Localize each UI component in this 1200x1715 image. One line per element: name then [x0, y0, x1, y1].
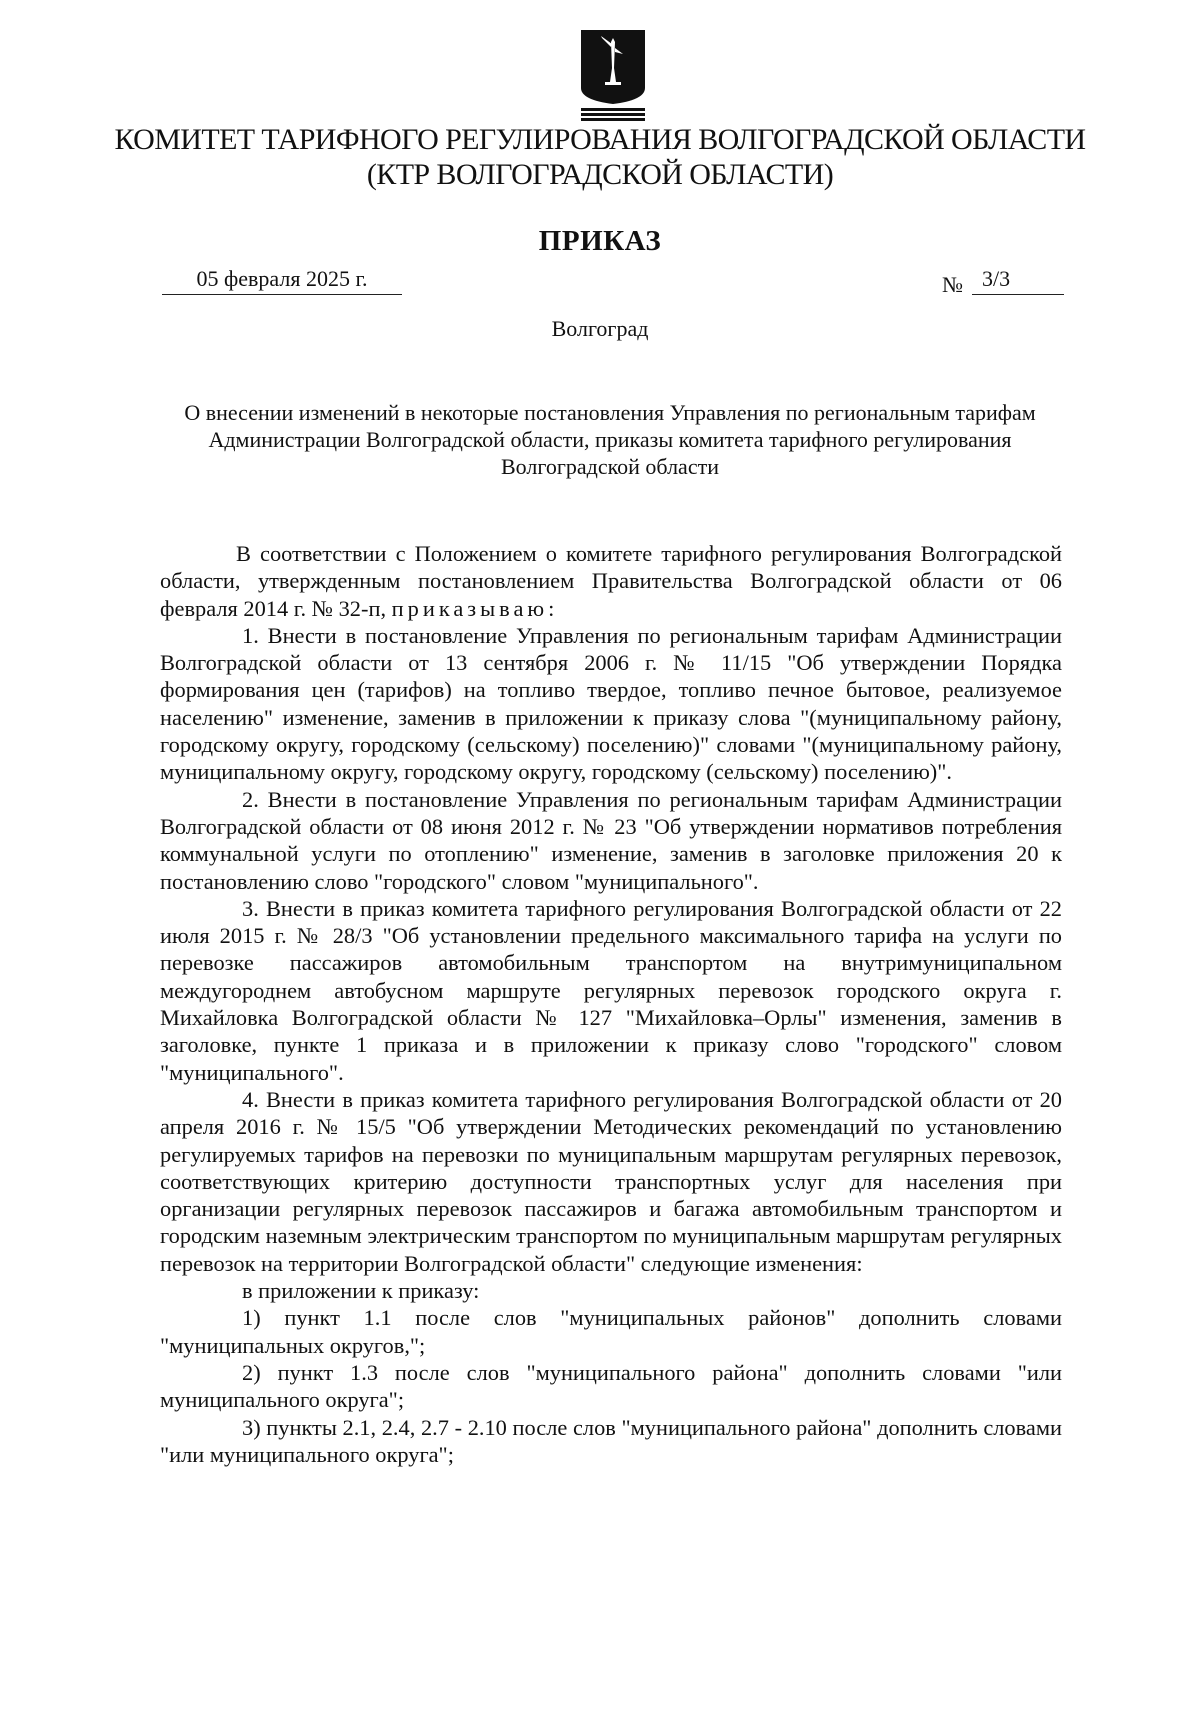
order-number: 3/3 — [972, 266, 1064, 295]
order-number-sign: № — [942, 272, 963, 297]
clause-2: 2. Внести в постановление Управления по региональным тарифам Администрации Волгоградской области от 08 июня 2012 г. № 23 "Об утверждении нормативов потребления коммунальной услуги по отоплению" изменение, заменив в заголовке приложения 20 к постановлению слово "городского" словом "муниципального". — [160, 786, 1062, 894]
order-subject: О внесении изменений в некоторые постановления Управления по региональным тарифам Администрации Волгоградской области, приказы комитета тарифного регулирования Волгоградской области — [184, 400, 1036, 479]
clause-4: 4. Внести в приказ комитета тарифного регулирования Волгоградской области от 20 апреля 2016 г. № 15/5 "Об утверждении Методических рекомендаций по установлению регулируемых тарифов на перевозки по муниципальным маршрутам регулярных перевозок, соответствующих критерию доступности транспортных услуг для населения при организации регулярных перевозок пассажиров и багажа автомобильным транспортом и городским наземным электрическим транспортом по муниципальным маршрутам регулярных перевозок на территории Волгоградской области" следующие изменения: — [160, 1086, 1062, 1276]
organization-name: КОМИТЕТ ТАРИФНОГО РЕГУЛИРОВАНИЯ ВОЛГОГРАДСКОЙ ОБЛАСТИ — [114, 123, 1086, 156]
clause-4-subitem-2: 2) пункт 1.3 после слов "муниципального района" дополнить словами "или муниципального округа"; — [160, 1359, 1062, 1413]
clause-3: 3. Внести в приказ комитета тарифного регулирования Волгоградской области от 22 июля 2015 г. № 28/3 "Об установлении предельного максимального тарифа на услуги по перевозке пассажиров автомобильным транспортом на внутримуниципальном междугороднем автобусном маршруте регулярных перевозок городского округа г. Михайловка Волгоградской области № 127 "Михайловка–Орлы" изменения, заменив в заголовке, пункте 1 приказа и в приложении к приказу слово "городского" словом "муниципального". — [160, 895, 1062, 1085]
organization-short-name: (КТР ВОЛГОГРАДСКОЙ ОБЛАСТИ) — [366, 158, 834, 191]
clause-4-subitem-3: 3) пункты 2.1, 2.4, 2.7 - 2.10 после слов "муниципального района" дополнить словами "или муниципального округа"; — [160, 1414, 1062, 1467]
order-date: 05 февраля 2025 г. — [162, 266, 402, 295]
order-body — [160, 540, 1062, 1468]
clause-4-subitem-1: 1) пункт 1.1 после слов "муниципальных районов" дополнить словами "муниципальных округов,"; — [160, 1305, 1062, 1358]
preamble-paragraph — [160, 540, 1062, 622]
volgograd-coat-of-arms-icon — [577, 28, 649, 123]
preamble-text: В соответствии с Положением о комитете тарифного регулирования Волгоградской области, утвержденным постановлением Правительства Волгоградской области от 06 февраля 2014 г. № 32-п, — [160, 541, 1062, 621]
clause-1: 1. Внести в постановление Управления по региональным тарифам Администрации Волгоградской области от 13 сентября 2006 г. № 11/15 "Об утверждении Порядка формирования цен (тарифов) на топливо твердое, топливо печное бытовое, реализуемое населению" изменение, заменив в приложении к приказу слова "(муниципальному району, городскому округу, городскому (сельскому) поселению)" словами "(муниципальному району, муниципальному округу, городскому округу, городскому (сельскому) поселению)". — [160, 622, 1062, 785]
clause-4-intro: в приложении к приказу: — [242, 1278, 480, 1304]
document-title: ПРИКАЗ — [538, 225, 662, 257]
order-city: Волгоград — [551, 316, 649, 341]
preamble-action: приказываю: — [391, 595, 559, 621]
